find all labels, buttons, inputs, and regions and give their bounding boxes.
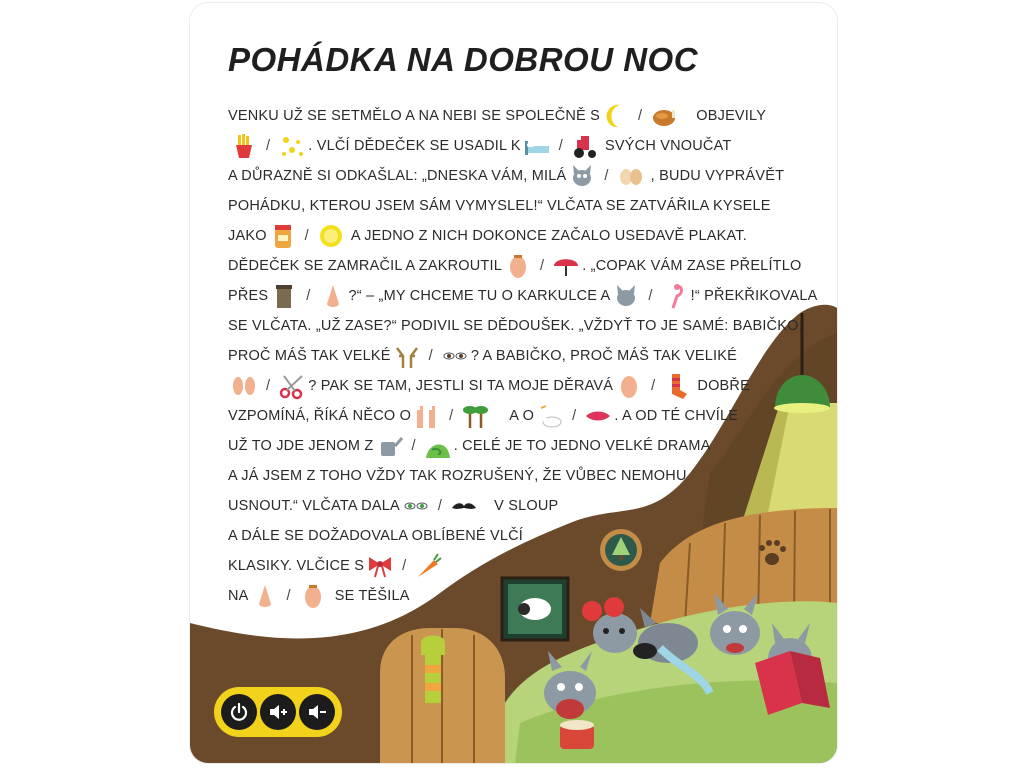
slash-separator: / [651, 378, 656, 394]
slash-separator: / [604, 168, 609, 184]
story-line-4 [228, 191, 771, 221]
storybook-page [190, 3, 837, 763]
story-text-segment: NA [228, 588, 249, 604]
story-line-17 [228, 581, 410, 611]
stars-icon[interactable] [278, 132, 306, 160]
tree-picture [600, 529, 642, 571]
nose-icon[interactable] [251, 582, 279, 610]
story-text-segment: A JEDNO Z NICH DOKONCE ZAČALO USEDAVĚ PLAKAT. [350, 228, 747, 244]
story-text-segment: UŽ TO JDE JENOM Z [228, 438, 374, 454]
story-title: POHÁDKA NA DOBROU NOC [228, 41, 699, 78]
story-text-segment: JAKO [228, 228, 267, 244]
slash-separator: / [572, 408, 577, 424]
head-icon[interactable] [504, 252, 532, 280]
story-text-segment: . „COPAK VÁM ZASE PŘELÍTLO [582, 258, 802, 274]
slash-separator: / [648, 288, 653, 304]
story-text-segment: . CELÉ JE TO JEDNO VELKÉ DRAMA [453, 438, 711, 454]
lips-icon[interactable] [584, 402, 612, 430]
mustache-icon[interactable] [450, 492, 478, 520]
story-text-segment: A O [509, 408, 535, 424]
bed-icon[interactable] [523, 132, 551, 160]
story-line-9 [228, 341, 737, 371]
umbrella-icon[interactable] [552, 252, 580, 280]
ears-icon[interactable] [230, 372, 258, 400]
head-icon[interactable] [615, 372, 643, 400]
slash-separator: / [449, 408, 454, 424]
story-line-5 [228, 221, 747, 251]
nose-icon[interactable] [319, 282, 347, 310]
story-line-12 [228, 431, 711, 461]
story-text-segment: DĚDEČEK SE ZAMRAČIL A ZAKROUTIL [228, 258, 502, 274]
story-text-segment: ? A BABIČKO, PROČ MÁŠ TAK VELIKÉ [470, 348, 738, 364]
hands-icon[interactable] [413, 402, 441, 430]
antlers-icon[interactable] [393, 342, 421, 370]
story-text-segment: . VLČÍ DĚDEČEK SE USADIL K [308, 138, 521, 154]
playback-controls [214, 687, 342, 737]
story-line-8 [228, 311, 803, 341]
slash-separator: / [266, 138, 271, 154]
lemon-icon[interactable] [317, 222, 345, 250]
story-text-segment: PROČ MÁŠ TAK VELKÉ [228, 348, 391, 364]
green-hill-icon[interactable] [424, 432, 452, 460]
flamingo-icon[interactable] [661, 282, 689, 310]
story-text-segment: !“ PŘEKŘIKOVALA [690, 288, 818, 304]
french-fries-icon[interactable] [230, 132, 258, 160]
story-text-segment: OBJEVILY [696, 108, 767, 124]
slash-separator: / [266, 378, 271, 394]
story-text-segment: , BUDU VYPRÁVĚT [650, 168, 785, 184]
slash-separator: / [539, 258, 545, 274]
palm-trees-icon[interactable] [461, 402, 489, 430]
roast-chicken-icon[interactable] [650, 102, 678, 130]
story-line-16 [228, 551, 444, 581]
story-line-3 [228, 161, 784, 191]
trash-bin-icon[interactable] [270, 282, 298, 310]
scissors-icon[interactable] [278, 372, 306, 400]
story-text-segment: . A OD TÉ CHVÍLE [614, 408, 739, 424]
slash-separator: / [411, 438, 416, 454]
slash-separator: / [638, 108, 643, 124]
volume-down-icon [306, 701, 328, 723]
slash-separator: / [558, 138, 564, 154]
volume-up-icon [267, 701, 289, 723]
slash-separator: / [437, 498, 443, 514]
story-text-segment: USNOUT.“ VLČATA DALA [228, 498, 400, 514]
story-text-segment: SE VLČATA. „UŽ ZASE?“ PODIVIL SE DĚDOUŠEK. „VŽDYŤ TO JE SAMÉ: BABIČKO, [228, 318, 803, 334]
moon-icon[interactable] [602, 102, 630, 130]
eggs-icon[interactable] [617, 162, 645, 190]
watering-can-icon[interactable] [375, 432, 403, 460]
story-text-segment: VZPOMÍNÁ, ŘÍKÁ NĚCO O [228, 408, 412, 424]
story-text-segment: A JÁ JSEM Z TOHO VŽDY TAK ROZRUŠENÝ, ŽE VŮBEC NEMOHU [228, 468, 687, 484]
story-line-2 [228, 131, 731, 161]
slash-separator: / [428, 348, 433, 364]
story-line-14 [228, 491, 558, 521]
volume-down-button[interactable] [299, 694, 335, 730]
carrot-icon[interactable] [414, 552, 442, 580]
story-line-11 [228, 401, 738, 431]
power-button[interactable] [221, 694, 257, 730]
sock-icon[interactable] [663, 372, 691, 400]
story-text-segment: A DÁLE SE DOŽADOVALA OBLÍBENÉ VLČÍ [228, 528, 524, 544]
slash-separator: / [402, 558, 407, 574]
volume-up-button[interactable] [260, 694, 296, 730]
story-text-segment: SVÝCH VNOUČAT [605, 138, 732, 154]
story-line-7 [228, 281, 817, 311]
jam-jar-icon[interactable] [269, 222, 297, 250]
story-text-segment: ? PAK SE TAM, JESTLI SI TA MOJE DĚRAVÁ [308, 378, 614, 394]
story-text-segment: A DŮRAZNĚ SI ODKAŠLAL: „DNESKA VÁM, MILÁ [228, 168, 567, 184]
story-text-segment: SE TĚŠILA [334, 588, 410, 604]
story-text-segment: ?“ – „MY CHCEME TU O KARKULCE A [348, 288, 611, 304]
story-text-segment: DOBŘE [697, 378, 750, 394]
green-eyes-icon[interactable] [402, 492, 430, 520]
story-line-10 [228, 371, 750, 401]
head-icon[interactable] [299, 582, 327, 610]
story-text-segment: POHÁDKU, KTEROU JSEM SÁM VYMYSLEL!“ VLČATA SE ZATVÁŘILA KYSELE [228, 198, 771, 214]
slash-separator: / [286, 588, 291, 604]
power-icon [228, 701, 250, 723]
wolf-icon[interactable] [612, 282, 640, 310]
goose-icon[interactable] [536, 402, 564, 430]
story-line-6 [228, 251, 801, 281]
story-line-1 [228, 101, 766, 131]
story-text-segment: V SLOUP [494, 498, 559, 514]
tractor-icon[interactable] [571, 132, 599, 160]
wolf-icon[interactable] [568, 162, 596, 190]
story-line-13 [228, 461, 687, 491]
sheep-picture [502, 578, 568, 640]
story-text-segment: KLASIKY. VLČICE S [228, 558, 365, 574]
eyes-icon[interactable] [441, 342, 469, 370]
slash-separator: / [306, 288, 311, 304]
red-bow-icon[interactable] [366, 552, 394, 580]
story-text-segment: VENKU UŽ SE SETMĚLO A NA NEBI SE SPOLEČNĚ S [228, 108, 601, 124]
story-line-15 [228, 521, 523, 551]
story-text-segment: PŘES [228, 288, 269, 304]
slash-separator: / [304, 228, 309, 244]
